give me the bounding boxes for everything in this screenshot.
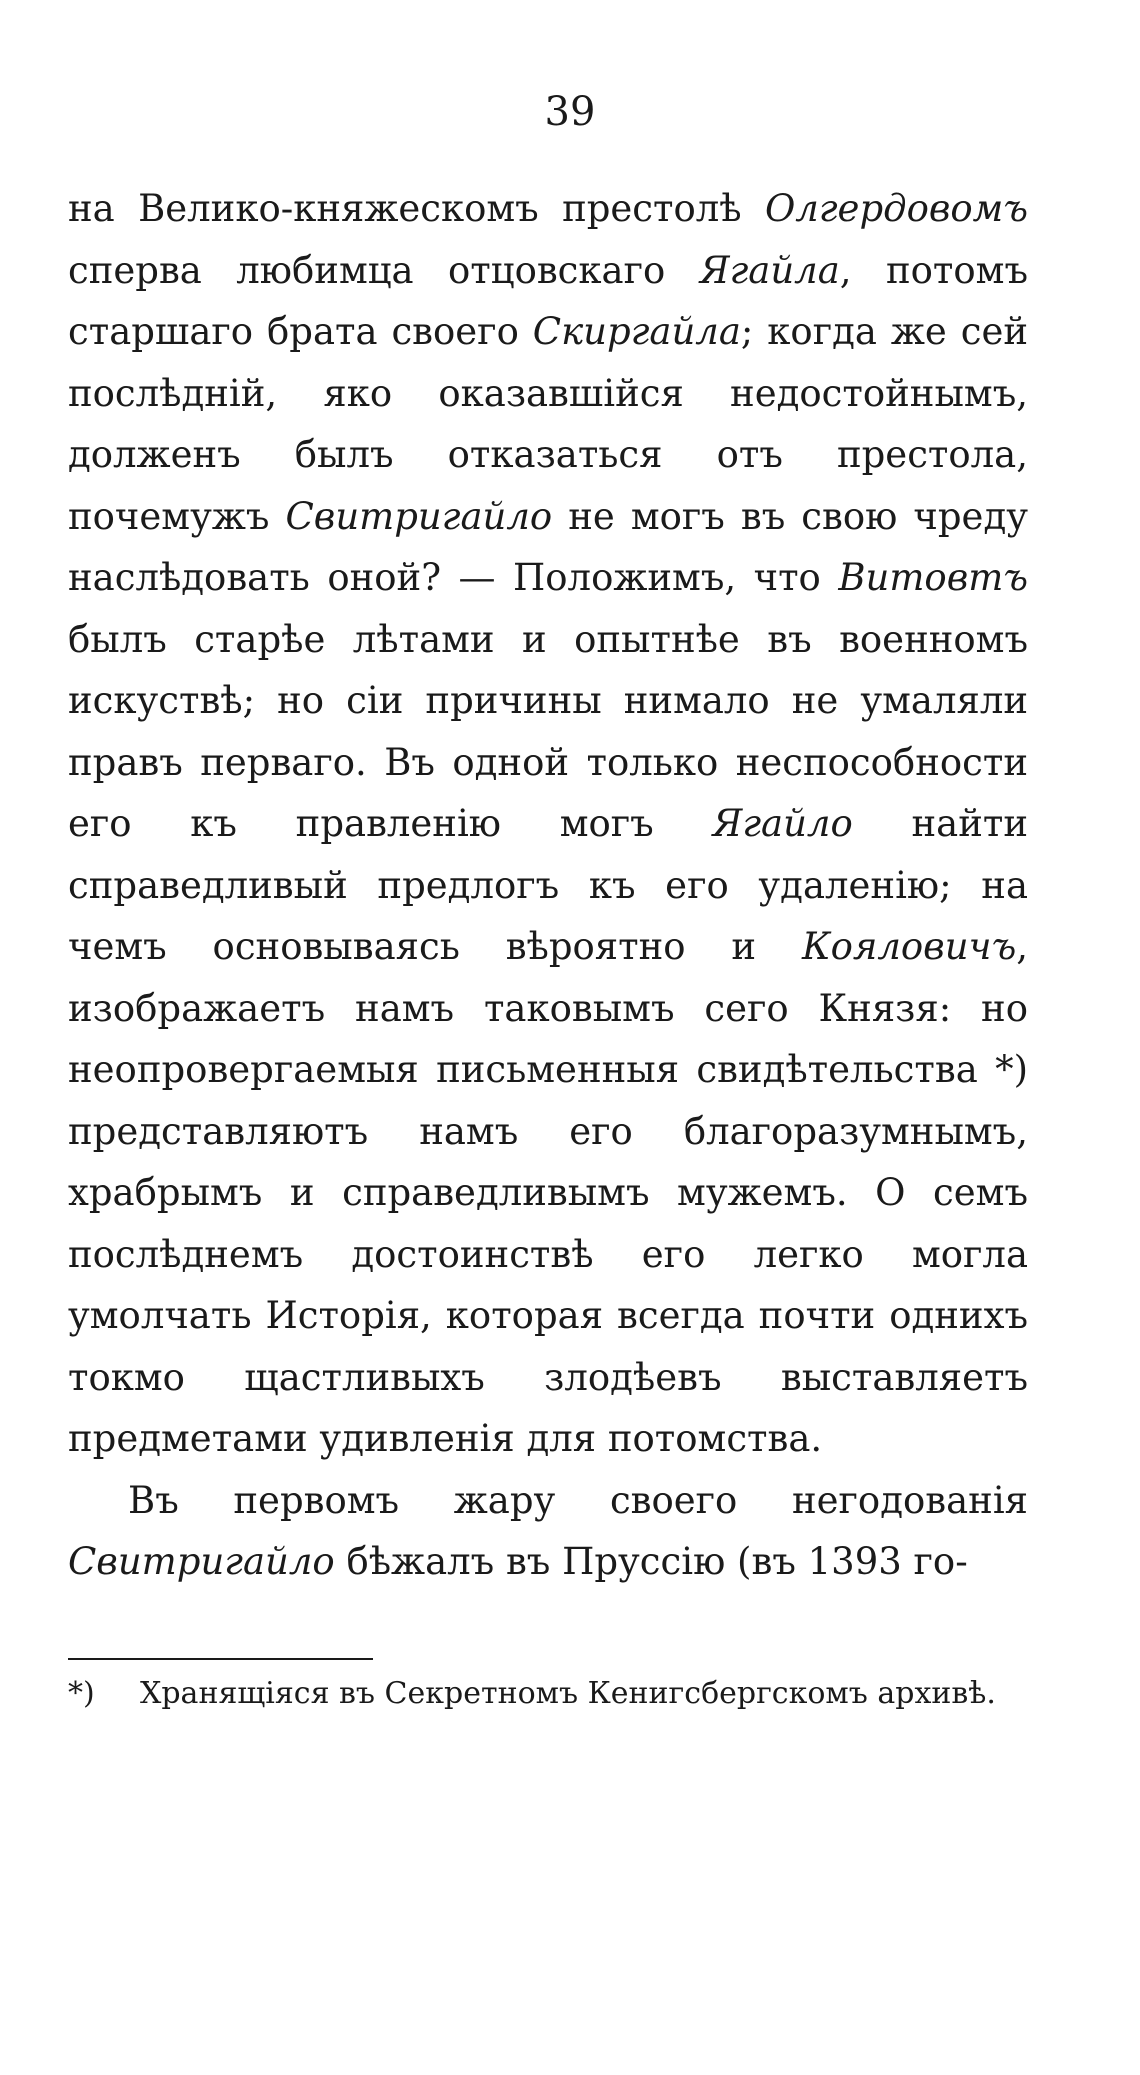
footnote-divider <box>68 1658 373 1660</box>
footnote-text: Хранящіяся въ Секретномъ Кенигсбергскомъ архивѣ. <box>140 1676 996 1711</box>
text-run: , потомъ старшаго брата своего <box>68 248 1028 353</box>
paragraph-1 <box>68 178 1028 1470</box>
text-run: ; когда же сей послѣдній, яко оказавшійся недостойнымъ, долженъ былъ отказаться отъ престола, почемужъ <box>68 310 1028 538</box>
text-run: на Велико-княжескомъ престолѣ <box>68 187 765 230</box>
italic-name: Ягайло <box>712 802 853 845</box>
text-run: , изображаетъ намъ таковымъ сего Князя: но неопровергаемыя письменныя свидѣтельства *) представляютъ намъ его благоразумнымъ, храбрымъ и справедливымъ мужемъ. О семъ послѣднемъ достоинствѣ его легко могла умолчать Исторія, которая всегда почти однихъ токмо щастливыхъ злодѣевъ выставляетъ предметами удивленія для потомства. <box>68 925 1028 1460</box>
text-run: Въ первомъ жару своего негодованія <box>128 1478 1028 1522</box>
italic-name: Олгердовомъ <box>764 187 1028 230</box>
italic-name: Свитригайло <box>285 494 553 538</box>
text-run: бѣжалъ въ Пруссію (въ 1393 го- <box>334 1540 968 1583</box>
italic-name: Ягайла <box>699 248 840 292</box>
text-run: не могъ въ свою чреду наслѣдовать оной? — Положимъ, что <box>68 494 1028 599</box>
text-run: былъ старѣе лѣтами и опытнѣе въ военномъ искуствѣ; но сіи причины нимало не умаляли правъ перваго. Въ одной только неспособности его къ правленію могъ <box>68 617 1028 845</box>
text-run: сперва любимца отцовскаго <box>68 248 700 292</box>
footnote <box>68 1670 1028 1718</box>
italic-name: Витовтъ <box>838 556 1028 599</box>
footnote-marker: *) <box>68 1676 95 1711</box>
text-run: найти справедливый предлогъ къ его удаленію; на чемъ основываясь вѣроятно и <box>68 802 1028 968</box>
italic-name: Свитригайло <box>68 1540 335 1583</box>
main-text <box>68 178 1028 1593</box>
page-number: 39 <box>544 89 596 135</box>
italic-name: Кояловичъ <box>801 925 1017 968</box>
italic-name: Скиргайла <box>532 310 741 353</box>
paragraph-2 <box>68 1470 1028 1593</box>
